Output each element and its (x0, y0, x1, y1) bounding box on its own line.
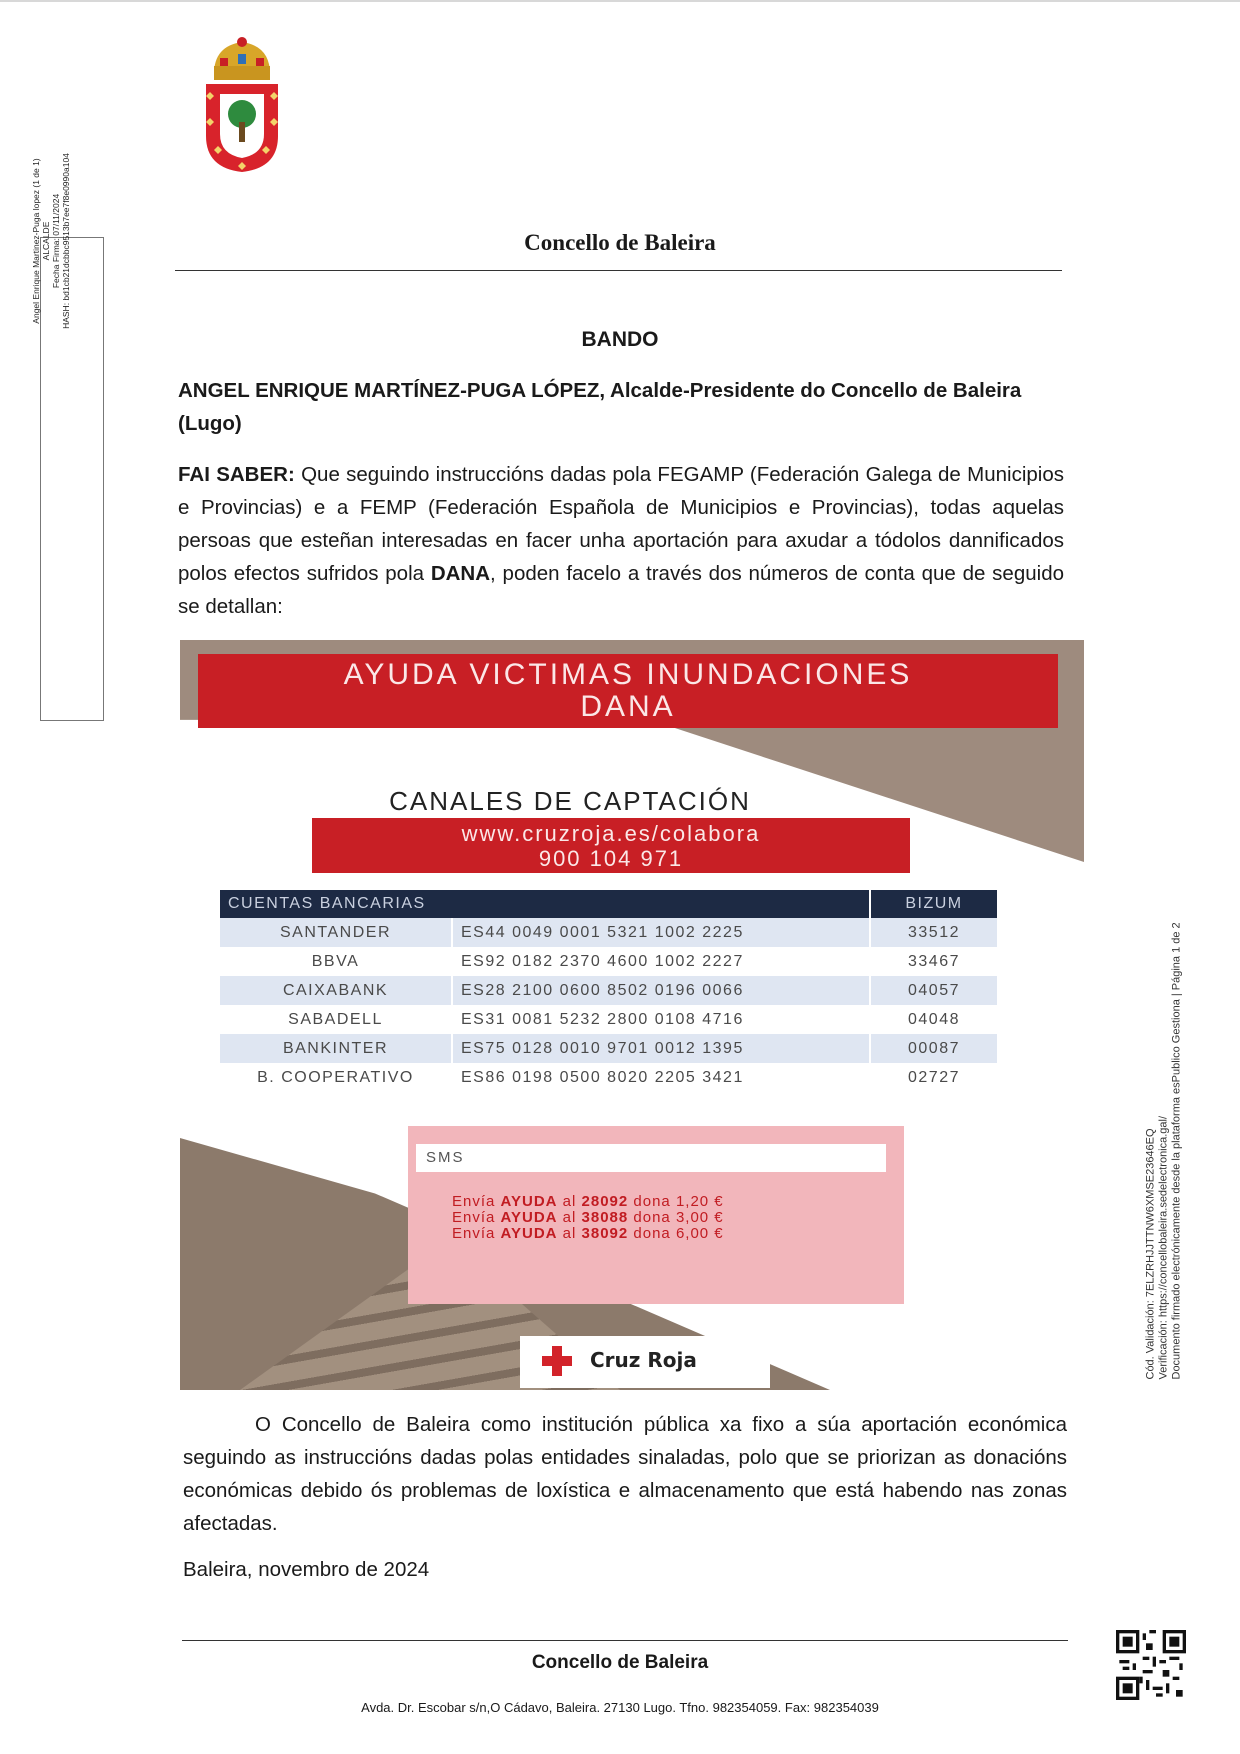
sms-keyword: AYUDA (500, 1225, 558, 1242)
signature-line: Angel Enrique Martinez-Puga lopez (1 de 1) (31, 158, 41, 324)
phone-number: 900 104 971 (538, 846, 684, 871)
validation-line: Cód. Validación: 7ELZRHJJTTNW6XMSE23646EQ (1144, 1128, 1157, 1380)
table-header-bizum: BIZUM (870, 890, 998, 918)
sms-keyword: AYUDA (500, 1193, 558, 1210)
sms-number: 38088 (581, 1209, 629, 1226)
banner-line-1: AYUDA VICTIMAS INUNDACIONES (343, 658, 913, 691)
sms-suffix: dona 1,20 € (628, 1193, 724, 1210)
bank-bizum: 04048 (870, 1005, 998, 1034)
sms-lines (452, 1194, 724, 1242)
signature-stamp-text (31, 21, 71, 461)
bank-bizum: 02727 (870, 1063, 998, 1092)
validation-line: Verificación: https://concellobaleira.sedelectronica.gal/ (1157, 1115, 1170, 1380)
fai-saber-label: FAI SABER: (178, 463, 295, 486)
header-divider (175, 270, 1062, 271)
sms-line (452, 1210, 724, 1226)
bank-bizum: 00087 (870, 1034, 998, 1063)
bank-name: BBVA (220, 947, 452, 976)
bank-iban: ES44 0049 0001 5321 1002 2225 (452, 918, 870, 947)
bank-accounts-table (220, 890, 999, 1092)
contact-box (312, 818, 910, 873)
table-header-accounts: CUENTAS BANCARIAS (220, 890, 870, 918)
canales-title: CANALES DE CAPTACIÓN (389, 786, 751, 816)
bank-iban: ES31 0081 5232 2800 0108 4716 (452, 1005, 870, 1034)
bank-name: B. COOPERATIVO (220, 1063, 452, 1092)
sms-number: 28092 (581, 1193, 629, 1210)
sms-number: 38092 (581, 1225, 629, 1242)
coat-of-arms-icon (200, 36, 284, 174)
bank-name: CAIXABANK (220, 976, 452, 1005)
bank-bizum: 33467 (870, 947, 998, 976)
bank-name: SANTANDER (220, 918, 452, 947)
footer-address: Avda. Dr. Escobar s/n,O Cádavo, Baleira. 27130 Lugo. Tfno. 982354059. Fax: 982354039 (361, 1700, 879, 1715)
signature-line: HASH: bd1cb21dcbbc9513b7ee7f8e0990a104 (61, 153, 71, 329)
bank-iban: ES28 2100 0600 8502 0196 0066 (452, 976, 870, 1005)
red-cross-icon (542, 1346, 572, 1376)
sms-label: SMS (416, 1144, 886, 1172)
banner-line-2: DANA (580, 690, 676, 723)
bank-iban: ES86 0198 0500 8020 2205 3421 (452, 1063, 870, 1092)
sms-mid: al (557, 1225, 582, 1242)
fai-saber-paragraph (178, 458, 1064, 623)
poster-banner (198, 654, 1058, 728)
table-row (220, 1005, 998, 1034)
sms-suffix: dona 6,00 € (628, 1225, 724, 1242)
bank-iban: ES75 0128 0010 9701 0012 1395 (452, 1034, 870, 1063)
scan-top-edge (0, 0, 1240, 2)
sms-line (452, 1194, 724, 1210)
fai-saber-text-end: , poden facelo a través dos números de conta que de seguido se detallan: (178, 562, 1064, 618)
date-line: Baleira, novembro de 2024 (183, 1558, 430, 1581)
footer-divider (182, 1640, 1068, 1641)
bank-name: BANKINTER (220, 1034, 452, 1063)
dana-keyword: DANA (430, 562, 491, 585)
bank-bizum: 04057 (870, 976, 998, 1005)
fai-saber-text: Que seguindo instruccións dadas pola FEGAMP (Federación Galega de Municipios e Provincias) e a FEMP (Federación Española de Municipios e Provincias), todas aquelas persoas que esteñan interesadas en facer unha aportación para axudar a tódolos dannificados polos efectos sufridos pola (178, 463, 1064, 585)
sms-mid: al (557, 1209, 582, 1226)
website-link[interactable]: www.cruzroja.es/colabora (461, 821, 761, 846)
validation-stamp-text (1145, 860, 1184, 1380)
donation-poster (180, 640, 1084, 1390)
sms-prefix: Envía (452, 1225, 501, 1242)
sms-line (452, 1226, 724, 1242)
signature-line: ALCALDE (41, 221, 51, 261)
sms-keyword: AYUDA (500, 1209, 558, 1226)
table-row (220, 976, 998, 1005)
sms-prefix: Envía (452, 1209, 501, 1226)
sms-panel (408, 1126, 904, 1304)
bank-bizum: 33512 (870, 918, 998, 947)
table-row (220, 947, 998, 976)
sms-mid: al (557, 1193, 582, 1210)
mayor-line: ANGEL ENRIQUE MARTÍNEZ-PUGA LÓPEZ, Alcalde-Presidente do Concello de Baleira (Lugo) (178, 379, 1022, 435)
validation-line: Documento firmado electrónicamente desde la plataforma esPublico Gestiona | Página 1 de 2 (1170, 922, 1183, 1380)
sms-suffix: dona 3,00 € (628, 1209, 724, 1226)
bank-iban: ES92 0182 2370 4600 1002 2227 (452, 947, 870, 976)
table-row (220, 1063, 998, 1092)
header-title: Concello de Baleira (524, 230, 716, 255)
table-row (220, 918, 998, 947)
closing-paragraph: O Concello de Baleira como institución pública xa fixo a súa aportación económica seguindo as instruccións dadas polas entidades sinaladas, polo que se priorizan as donacións económicas debido ós problemas de loxística e almacenamento que está habendo nas zonas afectadas. (183, 1413, 1067, 1535)
signature-line: Fecha Firma: 07/11/2024 (51, 193, 61, 289)
table-row (220, 1034, 998, 1063)
bando-heading: BANDO (581, 328, 659, 351)
bank-name: SABADELL (220, 1005, 452, 1034)
sms-prefix: Envía (452, 1193, 501, 1210)
cruz-roja-logo (520, 1336, 770, 1388)
cruz-roja-text: Cruz Roja (590, 1348, 697, 1372)
footer-title: Concello de Baleira (531, 1652, 709, 1673)
